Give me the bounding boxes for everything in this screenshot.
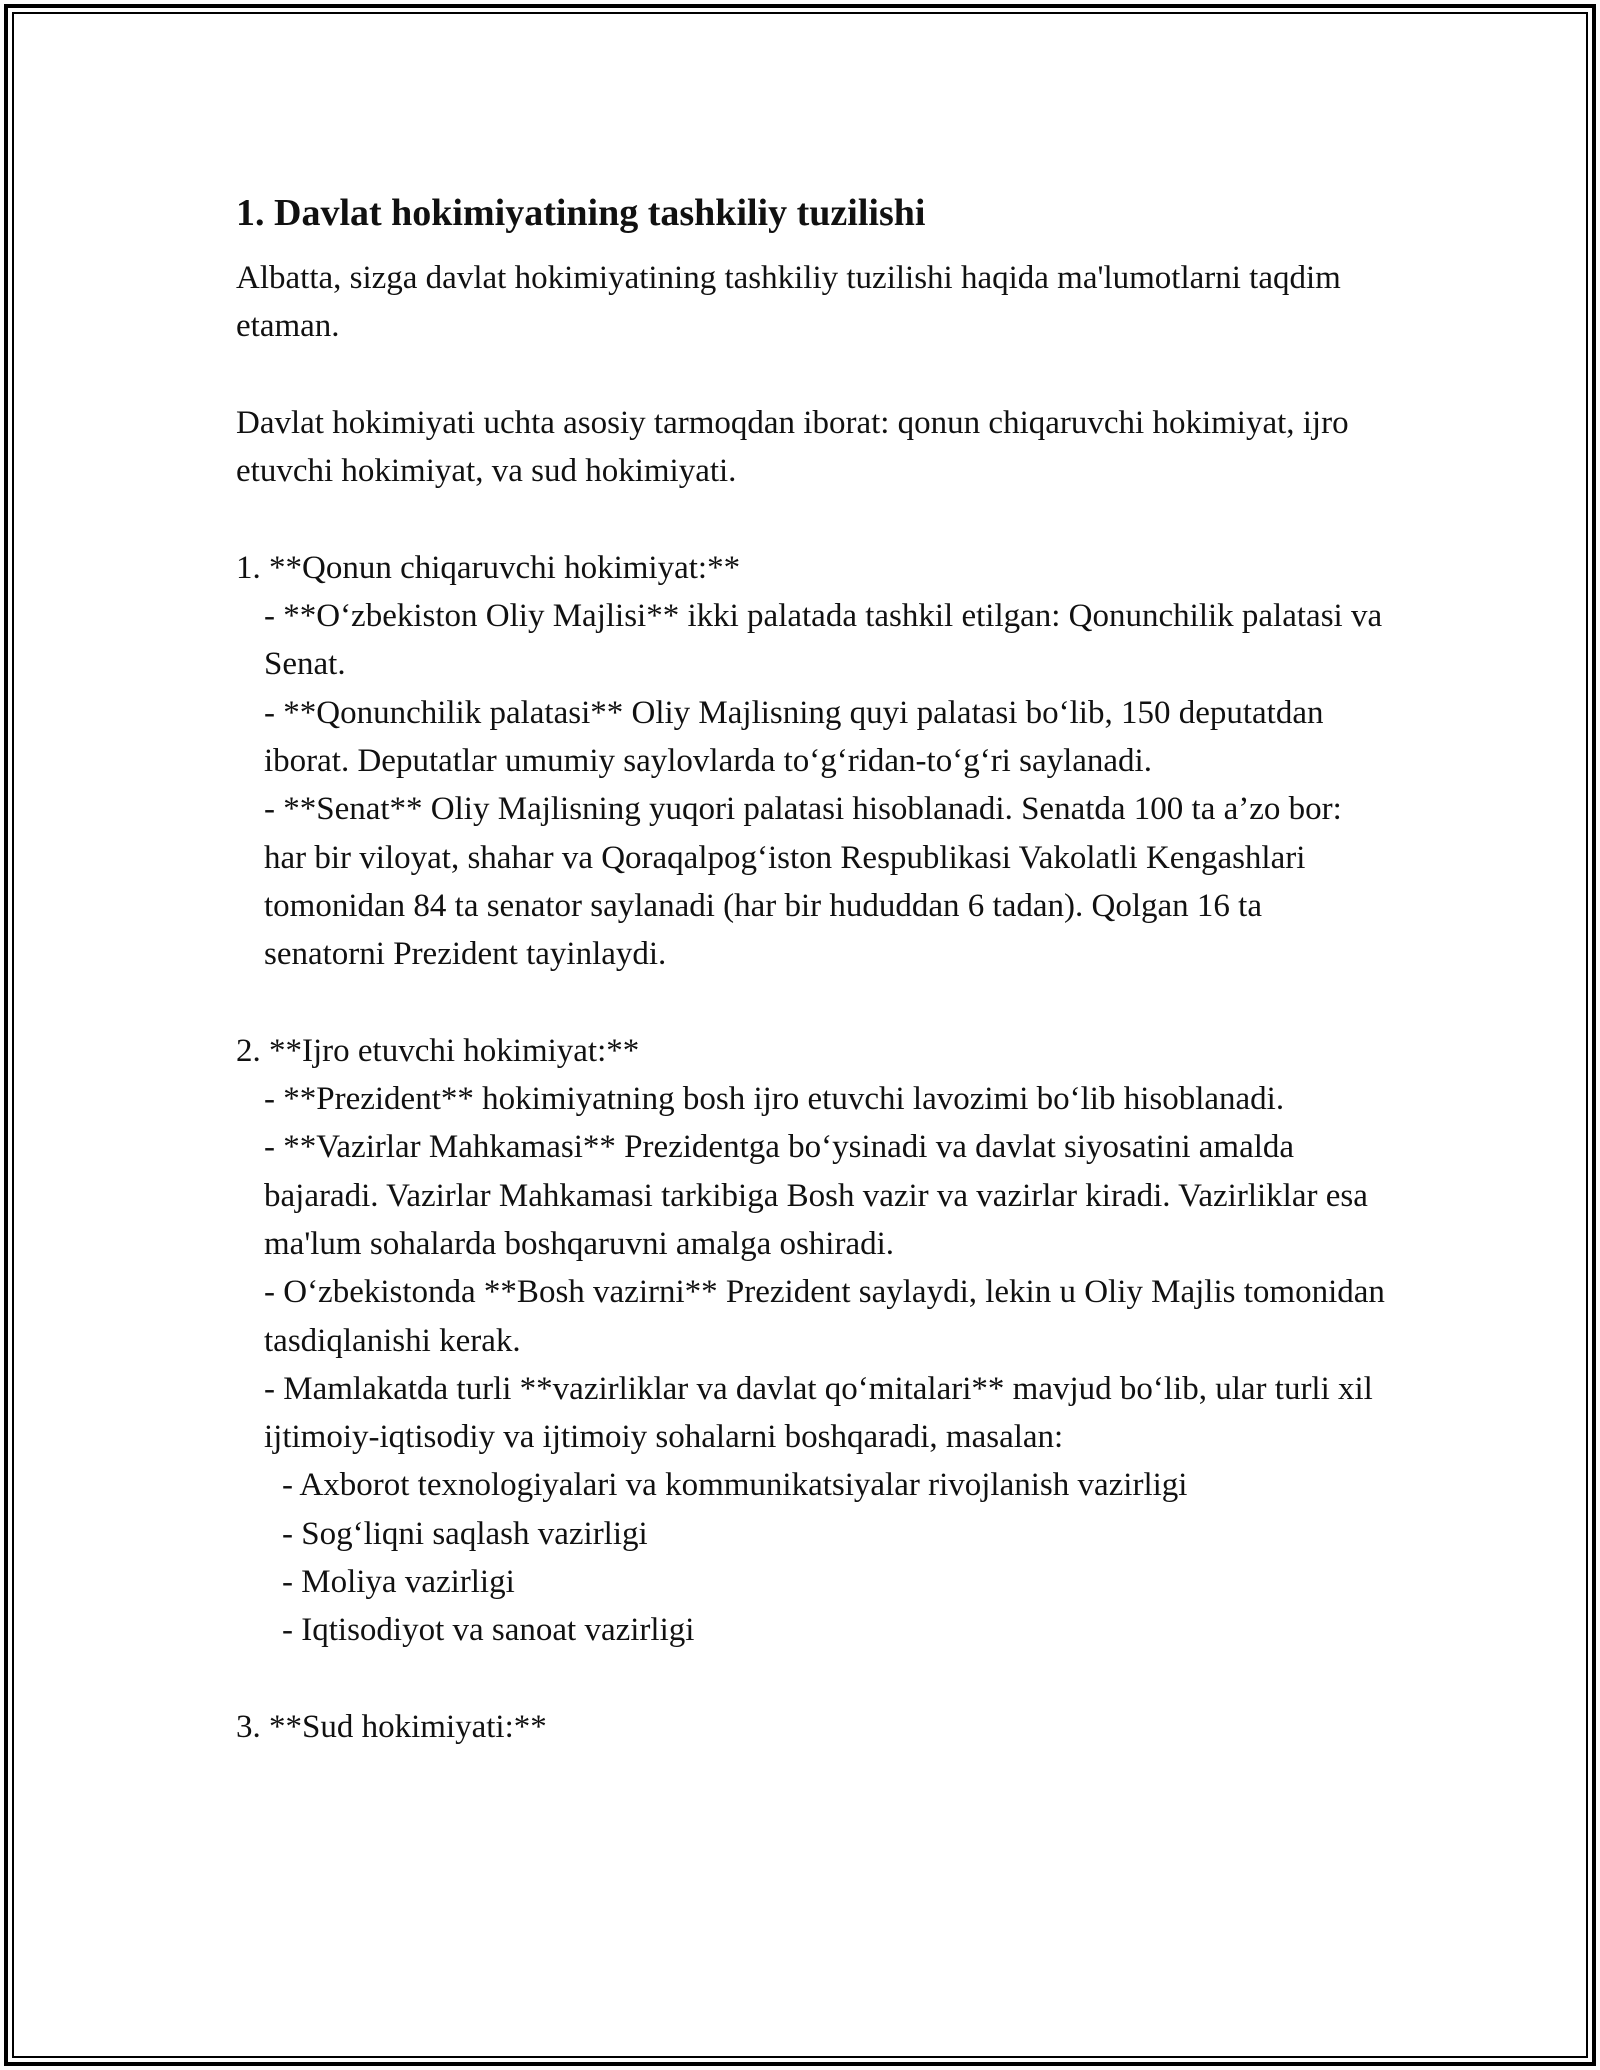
- list-item: - Mamlakatda turli **vazirliklar va davlat qo‘mitalari** mavjud bo‘lib, ular turli xil ijtimoiy-iqtisodiy va ijtimoiy sohalarni boshqaradi, masalan:: [264, 1370, 1382, 1456]
- ministry-item: - Moliya vazirligi: [282, 1564, 515, 1601]
- overview-paragraph: Davlat hokimiyati uchta asosiy tarmoqdan iborat: qonun chiqaruvchi hokimiyat, ijro etuvchi hokimiyat, va sud hokimiyati.: [236, 404, 1357, 490]
- list-item: - **Vazirlar Mahkamasi** Prezidentga bo‘ysinadi va davlat siyosatini amalda bajaradi. Vazirlar Mahkamasi tarkibiga Bosh vazir va vazirlar kiradi. Vazirliklar esa ma'lum sohalarda boshqaruvni amalga oshiradi.: [264, 1129, 1377, 1262]
- section-title: 3. **Sud hokimiyati:**: [236, 1708, 547, 1745]
- ministry-item: - Sog‘liqni saqlash vazirligi: [282, 1515, 648, 1552]
- section-title: 2. **Ijro etuvchi hokimiyat:**: [236, 1032, 640, 1069]
- ministry-item: - Iqtisodiyot va sanoat vazirligi: [282, 1612, 695, 1649]
- document-heading: 1. Davlat hokimiyatining tashkiliy tuzilishi: [236, 192, 926, 234]
- ministry-item: - Axborot texnologiyalari va kommunikatsiyalar rivojlanish vazirligi: [282, 1467, 1188, 1504]
- intro-paragraph: Albatta, sizga davlat hokimiyatining tashkiliy tuzilishi haqida ma'lumotlarni taqdim etaman.: [236, 260, 1350, 345]
- list-item: - O‘zbekistonda **Bosh vazirni** Prezident saylaydi, lekin u Oliy Majlis tomonidan tasdiqlanishi kerak.: [264, 1274, 1394, 1359]
- list-item: - **Prezident** hokimiyatning bosh ijro etuvchi lavozimi bo‘lib hisoblanadi.: [264, 1081, 1285, 1118]
- section-executive: [236, 1027, 1394, 1655]
- list-item: - **O‘zbekiston Oliy Majlisi** ikki palatada tashkil etilgan: Qonunchilik palatasi va Senat.: [264, 598, 1391, 683]
- list-item: - **Qonunchilik palatasi** Oliy Majlisning quyi palatasi bo‘lib, 150 deputatdan iborat. Deputatlar umumiy saylovlarda to‘g‘ridan-to‘g‘ri saylanadi.: [264, 694, 1332, 779]
- section-title: 1. **Qonun chiqaruvchi hokimiyat:**: [236, 549, 741, 586]
- section-legislative: [236, 544, 1391, 979]
- document-body: [236, 186, 1394, 1800]
- list-item: - **Senat** Oliy Majlisning yuqori palatasi hisoblanadi. Senatda 100 ta a’zo bor: har bir viloyat, shahar va Qoraqalpog‘iston Respublikasi Vakolatli Kengashlari tomonidan 84 ta senator saylanadi (har bir hududdan 6 tadan). Qolgan 16 ta senatorni Prezident tayinlaydi.: [264, 791, 1351, 973]
- section-judicial: [236, 1703, 1386, 1751]
